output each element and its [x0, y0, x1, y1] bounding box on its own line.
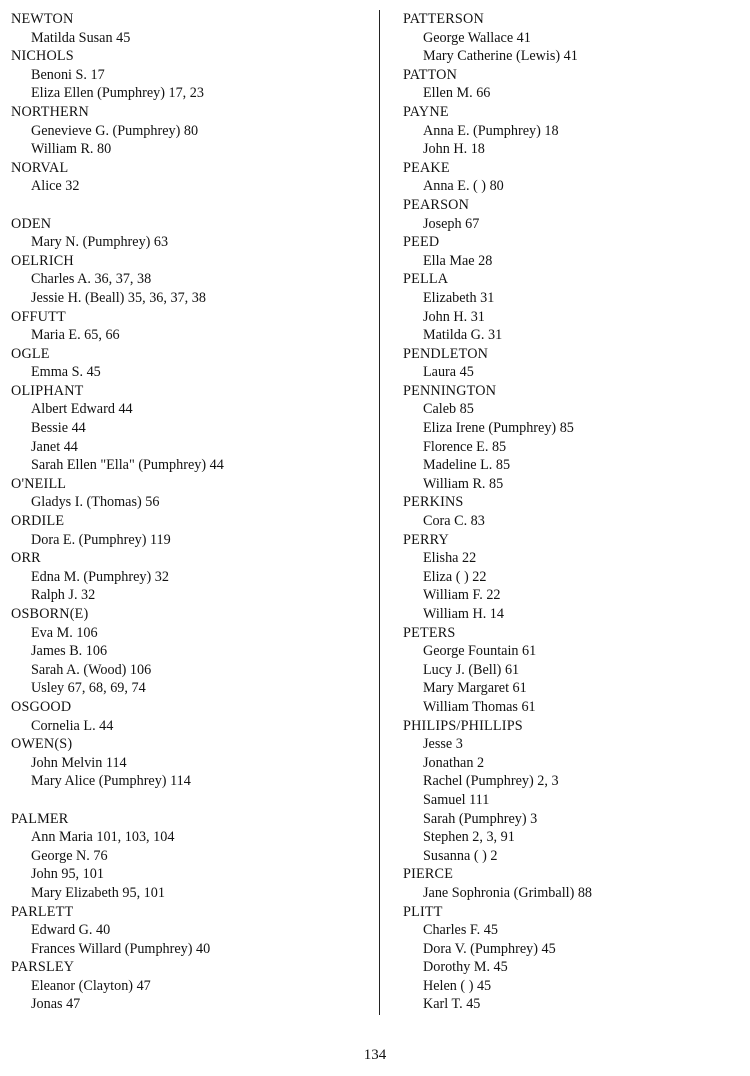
given-name-entry: Eliza Ellen (Pumphrey) 17, 23 — [31, 85, 204, 102]
index-entry — [403, 103, 743, 159]
surname-heading: OGLE — [11, 345, 50, 362]
given-name-entry: Anna E. ( ) 80 — [423, 178, 504, 195]
given-name-entry: Samuel 111 — [423, 791, 490, 808]
surname-heading: PERKINS — [403, 494, 464, 511]
surname-heading: PLITT — [403, 903, 443, 920]
given-name-entry: Matilda G. 31 — [423, 327, 503, 344]
index-entry — [403, 270, 743, 344]
given-name-entry: Elizabeth 31 — [423, 289, 495, 306]
given-name-entry: Ellen M. 66 — [423, 85, 491, 102]
surname-heading: NICHOLS — [11, 48, 74, 65]
given-name-entry: Cornelia L. 44 — [31, 717, 114, 734]
surname-heading: PENDLETON — [403, 345, 489, 362]
given-name-entry: Jane Sophronia (Grimball) 88 — [423, 884, 593, 901]
given-name-entry: Ella Mae 28 — [423, 252, 493, 269]
given-name-entry: Bessie 44 — [31, 420, 86, 437]
given-name-entry: Stephen 2, 3, 91 — [423, 829, 515, 846]
given-name-entry: Dora V. (Pumphrey) 45 — [423, 940, 556, 957]
surname-heading: PENNINGTON — [403, 382, 497, 399]
given-name-entry: Caleb 85 — [423, 401, 474, 418]
index-entry — [403, 624, 743, 717]
index-entry — [403, 531, 743, 624]
index-entry — [403, 717, 743, 866]
index-entry — [403, 159, 743, 196]
given-name-entry: William Thomas 61 — [423, 698, 536, 715]
given-name-entry: Ralph J. 32 — [31, 587, 96, 604]
index-entry — [11, 735, 366, 791]
given-name-entry: Benoni S. 17 — [31, 66, 105, 83]
index-entry — [11, 308, 366, 345]
given-name-entry: Joseph 67 — [423, 215, 480, 232]
given-name-entry: Mary Margaret 61 — [423, 680, 527, 697]
given-name-entry: John H. 18 — [423, 141, 485, 158]
index-entry — [11, 698, 366, 735]
given-name-entry: Helen ( ) 45 — [423, 977, 492, 994]
page-number: 134 — [363, 1047, 387, 1063]
index-entry — [11, 958, 366, 1014]
given-name-entry: Gladys I. (Thomas) 56 — [31, 494, 160, 511]
index-entry — [11, 512, 366, 549]
index-entry — [403, 10, 743, 66]
given-name-entry: Charles A. 36, 37, 38 — [31, 271, 152, 288]
surname-heading: ORR — [11, 550, 41, 567]
given-name-entry: Usley 67, 68, 69, 74 — [31, 680, 146, 697]
index-entry — [403, 233, 743, 270]
surname-heading: PELLA — [403, 271, 449, 288]
given-name-entry: William F. 22 — [423, 587, 501, 604]
index-entry — [11, 252, 366, 308]
surname-heading: NORVAL — [11, 159, 69, 176]
given-name-entry: Emma S. 45 — [31, 364, 101, 381]
section-gap — [11, 196, 366, 215]
given-name-entry: George N. 76 — [31, 847, 108, 864]
index-entry — [11, 810, 366, 903]
given-name-entry: Matilda Susan 45 — [31, 29, 131, 46]
given-name-entry: Dorothy M. 45 — [423, 959, 508, 976]
given-name-entry: James B. 106 — [31, 643, 108, 660]
surname-heading: PERRY — [403, 531, 449, 548]
index-entry — [11, 475, 366, 512]
surname-heading: PARLETT — [11, 903, 74, 920]
index-entry — [403, 865, 743, 902]
surname-heading: OLIPHANT — [11, 382, 84, 399]
given-name-entry: Susanna ( ) 2 — [423, 847, 498, 864]
surname-heading: OFFUTT — [11, 308, 66, 325]
index-entry — [11, 103, 366, 159]
index-entry — [11, 215, 366, 252]
given-name-entry: Eliza Irene (Pumphrey) 85 — [423, 420, 574, 437]
given-name-entry: Genevieve G. (Pumphrey) 80 — [31, 122, 199, 139]
index-column-right — [403, 10, 743, 1014]
index-entry — [403, 196, 743, 233]
surname-heading: PEAKE — [403, 159, 450, 176]
given-name-entry: Mary N. (Pumphrey) 63 — [31, 234, 169, 251]
given-name-entry: Sarah A. (Wood) 106 — [31, 661, 152, 678]
given-name-entry: Edward G. 40 — [31, 922, 111, 939]
given-name-entry: Alice 32 — [31, 178, 80, 195]
given-name-entry: George Wallace 41 — [423, 29, 531, 46]
index-entry — [11, 549, 366, 605]
index-entry — [11, 345, 366, 382]
given-name-entry: Charles F. 45 — [423, 922, 498, 939]
given-name-entry: Eliza ( ) 22 — [423, 568, 487, 585]
surname-heading: OSGOOD — [11, 698, 72, 715]
given-name-entry: John 95, 101 — [31, 866, 104, 883]
index-column-left — [11, 10, 366, 1014]
given-name-entry: Mary Catherine (Lewis) 41 — [423, 48, 578, 65]
index-entry — [11, 10, 366, 47]
given-name-entry: Laura 45 — [423, 364, 474, 381]
index-entry — [11, 903, 366, 959]
given-name-entry: Jesse 3 — [423, 736, 463, 753]
surname-heading: NEWTON — [11, 11, 74, 27]
surname-heading: NORTHERN — [11, 103, 89, 120]
given-name-entry: Mary Alice (Pumphrey) 114 — [31, 773, 191, 790]
given-name-entry: Anna E. (Pumphrey) 18 — [423, 122, 559, 139]
given-name-entry: Mary Elizabeth 95, 101 — [31, 884, 165, 901]
surname-heading: PEARSON — [403, 196, 470, 213]
index-entry — [403, 903, 743, 1015]
given-name-entry: Karl T. 45 — [423, 996, 481, 1013]
given-name-entry: John Melvin 114 — [31, 754, 127, 771]
surname-heading: PARSLEY — [11, 959, 75, 976]
given-name-entry: William R. 85 — [423, 475, 504, 492]
index-entry — [403, 493, 743, 530]
given-name-entry: Jonathan 2 — [423, 754, 485, 771]
given-name-entry: Sarah Ellen "Ella" (Pumphrey) 44 — [31, 457, 224, 474]
surname-heading: ORDILE — [11, 513, 65, 530]
surname-heading: OSBORN(E) — [11, 606, 89, 622]
given-name-entry: Lucy J. (Bell) 61 — [423, 661, 520, 678]
given-name-entry: Jonas 47 — [31, 996, 81, 1013]
given-name-entry: Eva M. 106 — [31, 624, 98, 641]
surname-heading: PEED — [403, 234, 440, 251]
surname-heading: PHILIPS/PHILLIPS — [403, 717, 523, 734]
given-name-entry: Elisha 22 — [423, 550, 477, 567]
given-name-entry: John H. 31 — [423, 308, 485, 325]
surname-heading: PETERS — [403, 624, 456, 641]
given-name-entry: Sarah (Pumphrey) 3 — [423, 810, 538, 827]
surname-heading: OWEN(S) — [11, 736, 73, 753]
index-entry — [11, 47, 366, 103]
given-name-entry: Jessie H. (Beall) 35, 36, 37, 38 — [31, 289, 206, 306]
surname-heading: PAYNE — [403, 103, 449, 120]
given-name-entry: Florence E. 85 — [423, 438, 507, 455]
given-name-entry: Dora E. (Pumphrey) 119 — [31, 531, 171, 548]
section-gap — [11, 791, 366, 810]
given-name-entry: Madeline L. 85 — [423, 457, 511, 474]
given-name-entry: Janet 44 — [31, 438, 78, 455]
given-name-entry: Cora C. 83 — [423, 513, 485, 530]
given-name-entry: Frances Willard (Pumphrey) 40 — [31, 940, 211, 957]
given-name-entry: Eleanor (Clayton) 47 — [31, 977, 151, 994]
given-name-entry: William H. 14 — [423, 606, 504, 622]
surname-heading: O'NEILL — [11, 475, 67, 492]
index-entry — [11, 159, 366, 196]
index-entry — [11, 605, 366, 698]
index-entry — [11, 382, 366, 475]
surname-heading: PATTON — [403, 66, 458, 83]
index-entry — [403, 382, 743, 494]
surname-heading: PALMER — [11, 810, 69, 827]
surname-heading: ODEN — [11, 215, 52, 232]
index-entry — [403, 345, 743, 382]
given-name-entry: Maria E. 65, 66 — [31, 327, 120, 344]
column-divider — [379, 10, 380, 1015]
surname-heading: PIERCE — [403, 866, 454, 883]
given-name-entry: Albert Edward 44 — [31, 401, 133, 418]
given-name-entry: Rachel (Pumphrey) 2, 3 — [423, 773, 559, 790]
given-name-entry: Ann Maria 101, 103, 104 — [31, 829, 175, 846]
given-name-entry: William R. 80 — [31, 141, 112, 158]
surname-heading: OELRICH — [11, 252, 74, 269]
given-name-entry: Edna M. (Pumphrey) 32 — [31, 568, 169, 585]
surname-heading: PATTERSON — [403, 11, 484, 27]
index-entry — [403, 66, 743, 103]
given-name-entry: George Fountain 61 — [423, 643, 537, 660]
